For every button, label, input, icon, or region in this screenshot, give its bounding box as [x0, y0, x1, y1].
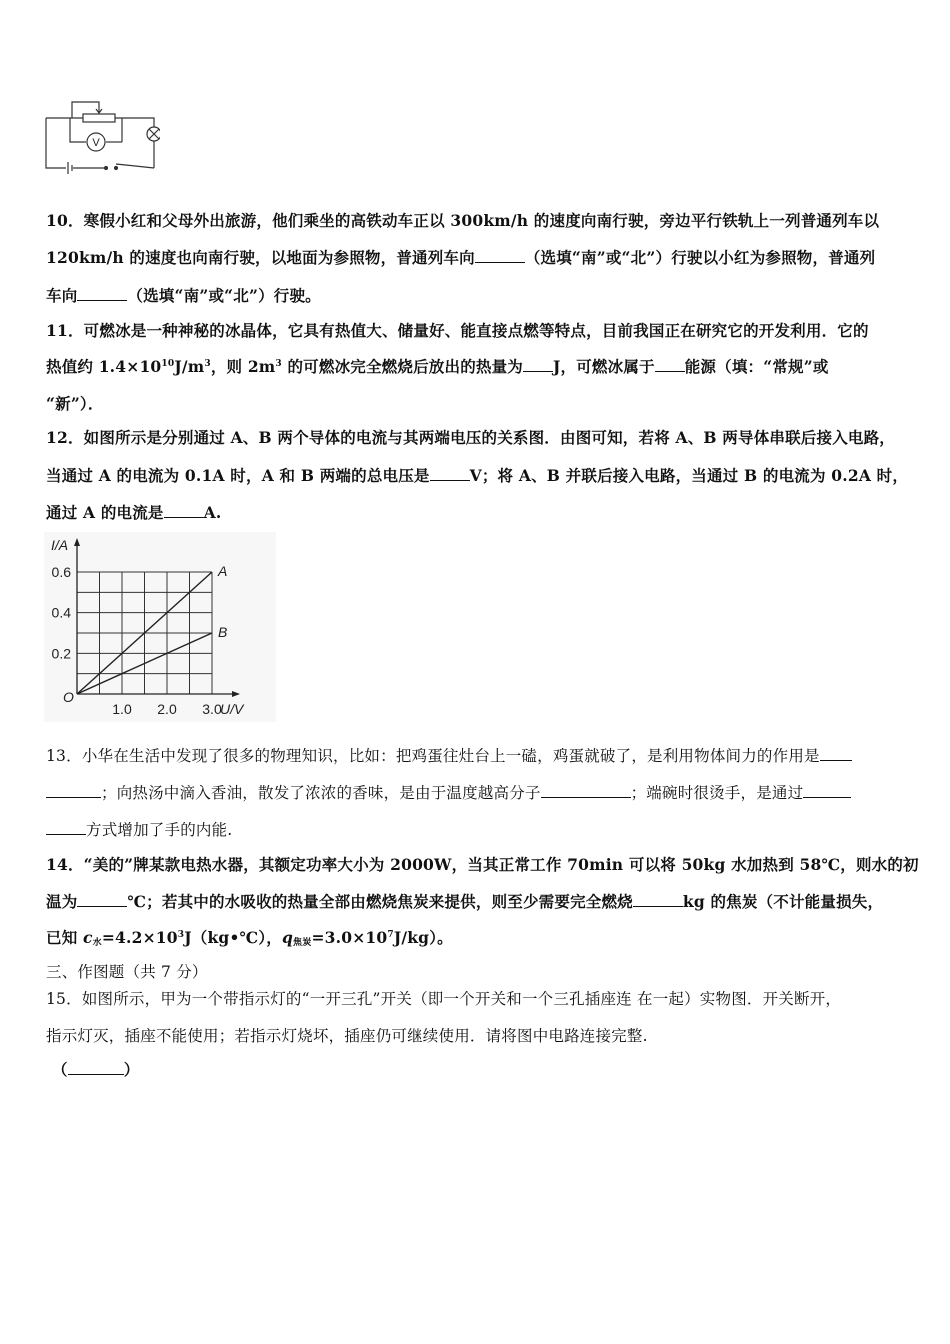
q15-answer-open: （ [52, 1060, 68, 1079]
q11-line2e: J，可燃冰属于 [553, 357, 655, 376]
q10-blank2[interactable] [77, 286, 127, 301]
q14-line2b: ℃；若其中的水吸收的热量全部由燃烧焦炭来提供，则至少需要完全燃烧 [127, 892, 633, 911]
q14-line1: 14．“美的”牌某款电热水器，其额定功率大小为 2000W，当其正常工作 70min 可以将 50kg 水加热到 58℃，则水的初 [46, 855, 919, 874]
q14-line3c: J（kg•℃）， [184, 928, 282, 947]
q11-line1: 11．可燃冰是一种神秘的冰晶体，它具有热值大、储量好、能直接点燃等特点，目前我国正在研究它的开发利用．它的 [46, 321, 869, 340]
q11-line2f: 能源（填：“常规”或 [684, 357, 829, 376]
origin-label: O [63, 689, 74, 705]
q10-line3 [46, 286, 920, 306]
q13-line3 [46, 820, 920, 840]
q14-exp1: 3 [177, 930, 185, 940]
q15-line2: 指示灯灭，插座不能使用；若指示灯烧坏，插座仍可继续使用．请将图中电路连接完整. [46, 1027, 648, 1045]
q12-line3a: 通过 A 的电流是 [46, 503, 164, 522]
q10-line3b: （选填“南”或“北”）行驶。 [127, 286, 321, 305]
q14-line3 [46, 928, 920, 953]
series-label-A: A [218, 563, 228, 579]
q14-q-sub: 焦炭 [293, 938, 312, 948]
q10-line1: 10．寒假小红和父母外出旅游，他们乘坐的高铁动车正以 300km/h 的速度向南行驶，旁边平行铁轨上一列普通列车以 [46, 211, 880, 230]
q15-answer-blank[interactable] [68, 1060, 124, 1075]
q11-line2c: ，则 2m [210, 357, 276, 376]
q14-blank2[interactable] [633, 892, 683, 907]
q14-line2 [46, 892, 920, 912]
q15-answer-close: ） [123, 1060, 140, 1079]
q10-line2a: 120km/h 的速度也向南行驶，以地面为参照物，普通列车向 [46, 248, 475, 267]
q14-c-symbol: c [83, 928, 93, 947]
q11-exp1: 10 [161, 359, 175, 369]
q13-line2 [46, 783, 920, 803]
q13-line1-text: 13．小华在生活中发现了很多的物理知识，比如：把鸡蛋往灶台上一磕，鸡蛋就破了，是利用物体间力的作用是 [46, 747, 820, 765]
q11-exp3: 3 [275, 359, 282, 369]
y-tick-label: 0.6 [51, 564, 71, 580]
q13-blank1a[interactable] [820, 746, 852, 761]
q14-line3e: J/kg）。 [393, 928, 453, 947]
q11-line2a: 热值约 1.4×10 [46, 357, 162, 376]
iu-chart [44, 532, 276, 722]
q13-blank3b[interactable] [46, 820, 86, 835]
series-label-B: B [218, 624, 228, 640]
x-tick-label: 3.0 [202, 701, 222, 717]
q10-line2 [46, 248, 920, 268]
q13-line1 [46, 746, 920, 766]
q12-line1: 12．如图所示是分别通过 A、B 两个导体的电流与其两端电压的关系图．由图可知，若将 A、B 两导体串联后接入电路， [46, 428, 896, 447]
q12-line2b: V；将 A、B 并联后接入电路，当通过 B 的电流为 0.2A 时， [469, 466, 909, 485]
q11-line2b: J/m [174, 357, 205, 376]
q15-line1: 15．如图所示，甲为一个带指示灯的“一开三孔”开关（即一个开关和一个三孔插座连 在一起）实物图．开关断开， [46, 990, 842, 1008]
q12-line2a: 当通过 A 的电流为 0.1A 时，A 和 B 两端的总电压是 [46, 466, 430, 485]
q11-exp2: 3 [204, 359, 211, 369]
q11-blank2[interactable] [655, 357, 685, 372]
q14-line3d: =3.0×10 [311, 928, 388, 947]
q13-line2b: ；端碗时很烫手，是通过 [630, 784, 804, 802]
q13-blank3a[interactable] [803, 783, 851, 798]
q12-blank2[interactable] [164, 503, 204, 518]
q14-line2a: 温为 [46, 892, 78, 911]
q14-c-sub: 水 [92, 938, 102, 948]
q12-blank1[interactable] [430, 466, 470, 481]
x-axis-label: U/V [220, 701, 244, 717]
q13-blank1b[interactable] [46, 783, 101, 798]
q12-line3b: A. [203, 503, 222, 522]
q14-exp2: 7 [387, 930, 394, 940]
voltmeter-label: V [92, 137, 100, 149]
section-title: 三、作图题（共 7 分） [46, 963, 208, 981]
q14-line2c: kg 的焦炭（不计能量损失， [682, 892, 884, 911]
q13-line3: 方式增加了手的内能. [86, 821, 233, 839]
x-tick-label: 2.0 [157, 701, 177, 717]
q13-line2a: ；向热汤中滴入香油，散发了浓浓的香味，是由于温度越高分子 [101, 784, 541, 802]
q11-line2d: 的可燃冰完全燃烧后放出的热量为 [281, 357, 523, 376]
x-tick-label: 1.0 [112, 701, 132, 717]
q11-line3: “新”）． [46, 394, 104, 413]
q11-line2 [46, 357, 920, 377]
q14-line3b: =4.2×10 [101, 928, 178, 947]
q12-line3 [46, 503, 920, 523]
y-tick-label: 0.4 [51, 604, 71, 621]
q14-blank1[interactable] [77, 892, 127, 907]
q15-answer [52, 1060, 920, 1080]
circuit-diagram [40, 96, 160, 176]
q14-q-symbol: q [281, 928, 294, 947]
q13-blank2[interactable] [541, 783, 631, 798]
q10-blank1[interactable] [475, 248, 525, 263]
y-tick-label: 0.2 [51, 645, 71, 662]
q14-line3a: 已知 [46, 928, 83, 947]
y-axis-label: I/A [51, 537, 69, 553]
q10-line3a: 车向 [46, 286, 78, 305]
q11-blank1[interactable] [523, 357, 553, 372]
q12-line2 [46, 466, 920, 486]
q10-line2b: （选填“南”或“北”）行驶以小红为参照物，普通列 [524, 248, 876, 267]
